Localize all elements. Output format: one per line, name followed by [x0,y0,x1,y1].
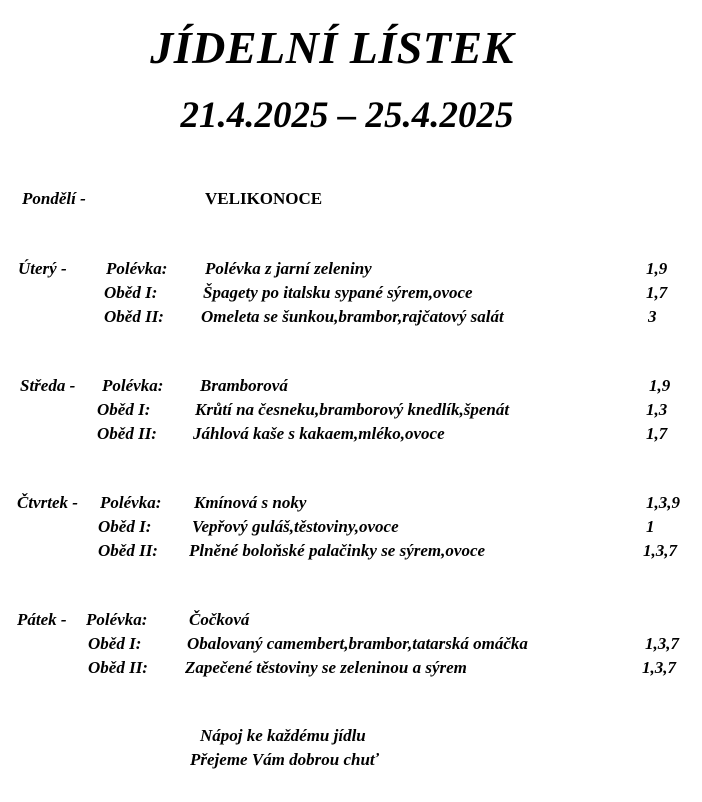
tuesday-soup-label: Polévka: [106,259,168,278]
date-range: 21.4.2025 – 25.4.2025 [180,95,514,136]
friday-lunch2-dish: Zapečené těstoviny se zeleninou a sýrem [185,658,467,677]
tuesday-lunch2-label: Oběd II: [104,307,164,326]
closing-wish: Přejeme Vám dobrou chuť [190,750,379,769]
friday-soup-dish: Čočková [189,610,250,629]
friday-lunch1-label: Oběd I: [88,634,142,653]
thursday-lunch2-dish: Plněné boloňské palačinky se sýrem,ovoce [189,541,486,560]
thursday-soup-label: Polévka: [100,493,162,512]
wednesday-soup-allergens: 1,9 [649,376,671,395]
thursday-lunch2-label: Oběd II: [98,541,158,560]
thursday-lunch1-label: Oběd I: [98,517,152,536]
wednesday-soup-label: Polévka: [102,376,164,395]
tuesday-soup-dish: Polévka z jarní zeleniny [205,259,372,278]
friday-soup-label: Polévka: [86,610,148,629]
day-label-monday: Pondělí - [22,189,86,208]
thursday-soup-allergens: 1,3,9 [646,493,680,512]
thursday-lunch1-dish: Vepřový guláš,těstoviny,ovoce [192,517,399,536]
day-label-thursday: Čtvrtek - [17,493,78,512]
wednesday-lunch2-allergens: 1,7 [646,424,668,443]
wednesday-lunch1-allergens: 1,3 [646,400,668,419]
tuesday-lunch2-allergens: 3 [648,307,657,326]
friday-lunch2-label: Oběd II: [88,658,148,677]
thursday-soup-dish: Kmínová s noky [194,493,307,512]
day-label-tuesday: Úterý - [18,259,67,278]
friday-lunch2-allergens: 1,3,7 [642,658,676,677]
drink-note: Nápoj ke každému jídlu [200,726,366,745]
wednesday-lunch2-dish: Jáhlová kaše s kakaem,mléko,ovoce [193,424,445,443]
thursday-lunch1-allergens: 1 [646,517,655,536]
thursday-lunch2-allergens: 1,3,7 [643,541,677,560]
tuesday-lunch1-dish: Špagety po italsku sypané sýrem,ovoce [203,283,473,302]
wednesday-lunch2-label: Oběd II: [97,424,157,443]
tuesday-lunch2-dish: Omeleta se šunkou,brambor,rajčatový salát [201,307,504,326]
wednesday-lunch1-label: Oběd I: [97,400,151,419]
holiday-note: VELIKONOCE [205,189,323,208]
menu-title: JÍDELNÍ LÍSTEK [150,22,514,73]
wednesday-lunch1-dish: Krůtí na česneku,bramborový knedlík,špenát [195,400,510,419]
tuesday-soup-allergens: 1,9 [646,259,668,278]
wednesday-soup-dish: Bramborová [200,376,288,395]
day-label-friday: Pátek - [17,610,67,629]
friday-lunch1-allergens: 1,3,7 [645,634,679,653]
tuesday-lunch1-allergens: 1,7 [646,283,668,302]
tuesday-lunch1-label: Oběd I: [104,283,158,302]
friday-lunch1-dish: Obalovaný camembert,brambor,tatarská omáčka [187,634,528,653]
day-label-wednesday: Středa - [20,376,76,395]
